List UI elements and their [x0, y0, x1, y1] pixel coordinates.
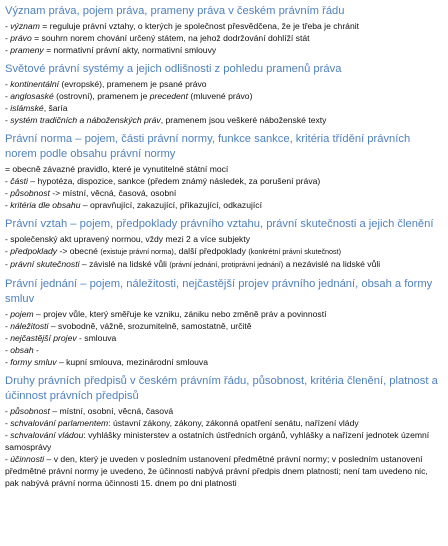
list-item: [5, 32, 444, 44]
text-run: -: [5, 418, 11, 428]
list-item: [5, 320, 444, 332]
list-item: [5, 102, 444, 114]
term-label: formy smluv: [10, 357, 57, 367]
text-run: -: [5, 188, 11, 198]
list-item: [5, 44, 444, 56]
text-run: = normativní právní akty, normativní smlouvy: [43, 45, 217, 55]
text-run: , další předpoklady: [173, 246, 249, 256]
term-label: předpoklady: [10, 246, 58, 256]
section-heading: Světové právní systémy a jejich odlišnosti z pohledu pramenů práva: [5, 63, 342, 75]
term-label: účinnosti: [10, 454, 45, 464]
text-run: (ostrovní), pramenem je: [53, 91, 150, 101]
text-run: = obecně závazné pravidlo, které je vynutitelné státní mocí: [5, 164, 229, 174]
section-heading: Právní jednání – pojem, náležitosti, nejčastější projev právního jednání, obsah a formy smluv: [5, 278, 433, 305]
text-run: -: [33, 345, 39, 355]
text-run: , pramenem jsou veškeré náboženské texty: [160, 115, 327, 125]
list-item: [5, 175, 444, 187]
list-item: [5, 417, 444, 429]
section-3: [5, 132, 444, 211]
term-label: precedent: [149, 91, 188, 101]
text-run: -: [5, 430, 11, 440]
text-run: -: [5, 246, 11, 256]
text-run: -: [5, 115, 11, 125]
text-run: a nezávislé na lidské vůli: [283, 259, 381, 269]
term-label: kritéria dle obsahu: [10, 200, 81, 210]
list-item: [5, 114, 444, 126]
term-label: působnost: [10, 406, 50, 416]
text-run: -: [5, 79, 11, 89]
term-label: právní skutečnosti: [10, 259, 80, 269]
section-2: [5, 62, 444, 126]
term-label: islámské: [10, 103, 44, 113]
text-run: - smlouva: [76, 333, 117, 343]
term-label: schvalování parlamentem: [10, 418, 109, 428]
text-run: – v den, který je uveden v posledním ustanovení předmětné právní normy; v posledním ustanovení předmětné právní normy je uvedeno, že účinnosti nabývá právní předpis dnem platnosti; není tam uvedeno nic, pak nabývá právní norma účinnosti 15. dnem po dni platnosti: [5, 454, 428, 488]
section-4: [5, 217, 444, 271]
section-heading: Druhy právních předpisů v českém právním řádu, působnost, kritéria členění, platnost a účinnost právních předpisů: [5, 375, 438, 402]
term-label: části: [10, 176, 28, 186]
text-run: – projev vůle, který směřuje ke vzniku, zániku nebo změně práv a povinností: [33, 309, 327, 319]
term-label: anglosaské: [10, 91, 54, 101]
section-5: [5, 277, 444, 368]
section-heading: Právní vztah – pojem, předpoklady právního vztahu, právní skutečnosti a jejich členění: [5, 218, 434, 230]
list-item: [5, 245, 444, 258]
list-item: [5, 429, 444, 453]
list-item: [5, 199, 444, 211]
text-run: (existuje právní norma): [100, 247, 174, 256]
term-label: význam: [10, 21, 40, 31]
text-run: = reguluje právní vztahy, o kterých je společnost přesvědčena, že je třeba je chránit: [39, 21, 360, 31]
text-run: -: [5, 406, 11, 416]
text-run: (mluvené právo): [187, 91, 253, 101]
text-run: -: [5, 91, 11, 101]
text-run: – svobodně, vážně, srozumitelně, samostatně, určitě: [48, 321, 252, 331]
text-run: (právní jednání, protiprávní jednání): [169, 260, 284, 269]
text-run: – hypotéza, dispozice, sankce (předem známý následek, za porušení práva): [27, 176, 321, 186]
section-heading: Právní norma – pojem, části právní normy, funkce sankce, kritéria třídění právních norem podle obsahu právní normy: [5, 133, 411, 160]
text-run: -: [5, 345, 11, 355]
text-run: – opravňující, zakazující, přikazující, odkazující: [80, 200, 262, 210]
text-run: (evropské), pramenem je psané právo: [58, 79, 207, 89]
text-run: -: [5, 200, 11, 210]
text-run: -> obecné: [57, 246, 101, 256]
term-label: obsah: [10, 345, 34, 355]
text-run: – závislé na lidské vůli: [79, 259, 170, 269]
list-item: [5, 20, 444, 32]
text-run: -: [5, 21, 11, 31]
term-label: prameny: [10, 45, 44, 55]
list-item: [5, 453, 444, 489]
term-label: působnost: [10, 188, 50, 198]
text-run: - společenský akt upravený normou, vždy mezi 2 a více subjekty: [5, 234, 251, 244]
section-6: [5, 374, 444, 489]
list-item: [5, 344, 444, 356]
list-item: [5, 258, 444, 271]
text-run: -: [5, 454, 11, 464]
list-item: [5, 163, 444, 175]
term-label: náležitosti: [10, 321, 49, 331]
text-run: -: [5, 259, 11, 269]
text-run: -> místní, věcná, časová, osobní: [49, 188, 177, 198]
text-run: : vyhlášky ministerstev a ostatních ústředních orgánů, vyhlášky a nařízení jednotek územní samosprávy: [5, 430, 430, 452]
text-run: -: [5, 45, 11, 55]
list-item: [5, 90, 444, 102]
list-item: [5, 308, 444, 320]
term-label: nejčastější projev: [10, 333, 77, 343]
term-label: právo: [10, 33, 32, 43]
section-heading: Význam práva, pojem práva, prameny práva v českém právním řádu: [5, 5, 345, 17]
text-run: -: [5, 309, 11, 319]
term-label: pojem: [10, 309, 34, 319]
text-run: -: [5, 333, 11, 343]
list-item: [5, 233, 444, 245]
text-run: -: [5, 103, 11, 113]
list-item: [5, 332, 444, 344]
list-item: [5, 405, 444, 417]
text-run: -: [5, 321, 11, 331]
text-run: – místní, osobní, věcná, časová: [49, 406, 174, 416]
list-item: [5, 187, 444, 199]
term-label: schvalování vládou: [10, 430, 84, 440]
list-item: [5, 356, 444, 368]
text-run: , šaría: [43, 103, 68, 113]
text-run: – kupní smlouva, mezinárodní smlouva: [56, 357, 208, 367]
text-run: : ústavní zákony, zákony, zákonná opatření senátu, nařízení vlády: [108, 418, 359, 428]
text-run: (konkrétní právní skutečnost): [248, 247, 342, 256]
list-item: [5, 78, 444, 90]
text-run: -: [5, 176, 11, 186]
term-label: kontinentální: [10, 79, 59, 89]
term-label: systém tradičních a náboženských práv: [10, 115, 161, 125]
text-run: = souhrn norem chování určený státem, na jehož dodržování dohlíží stát: [31, 33, 310, 43]
text-run: -: [5, 357, 11, 367]
section-1: [5, 4, 444, 56]
text-run: -: [5, 33, 11, 43]
